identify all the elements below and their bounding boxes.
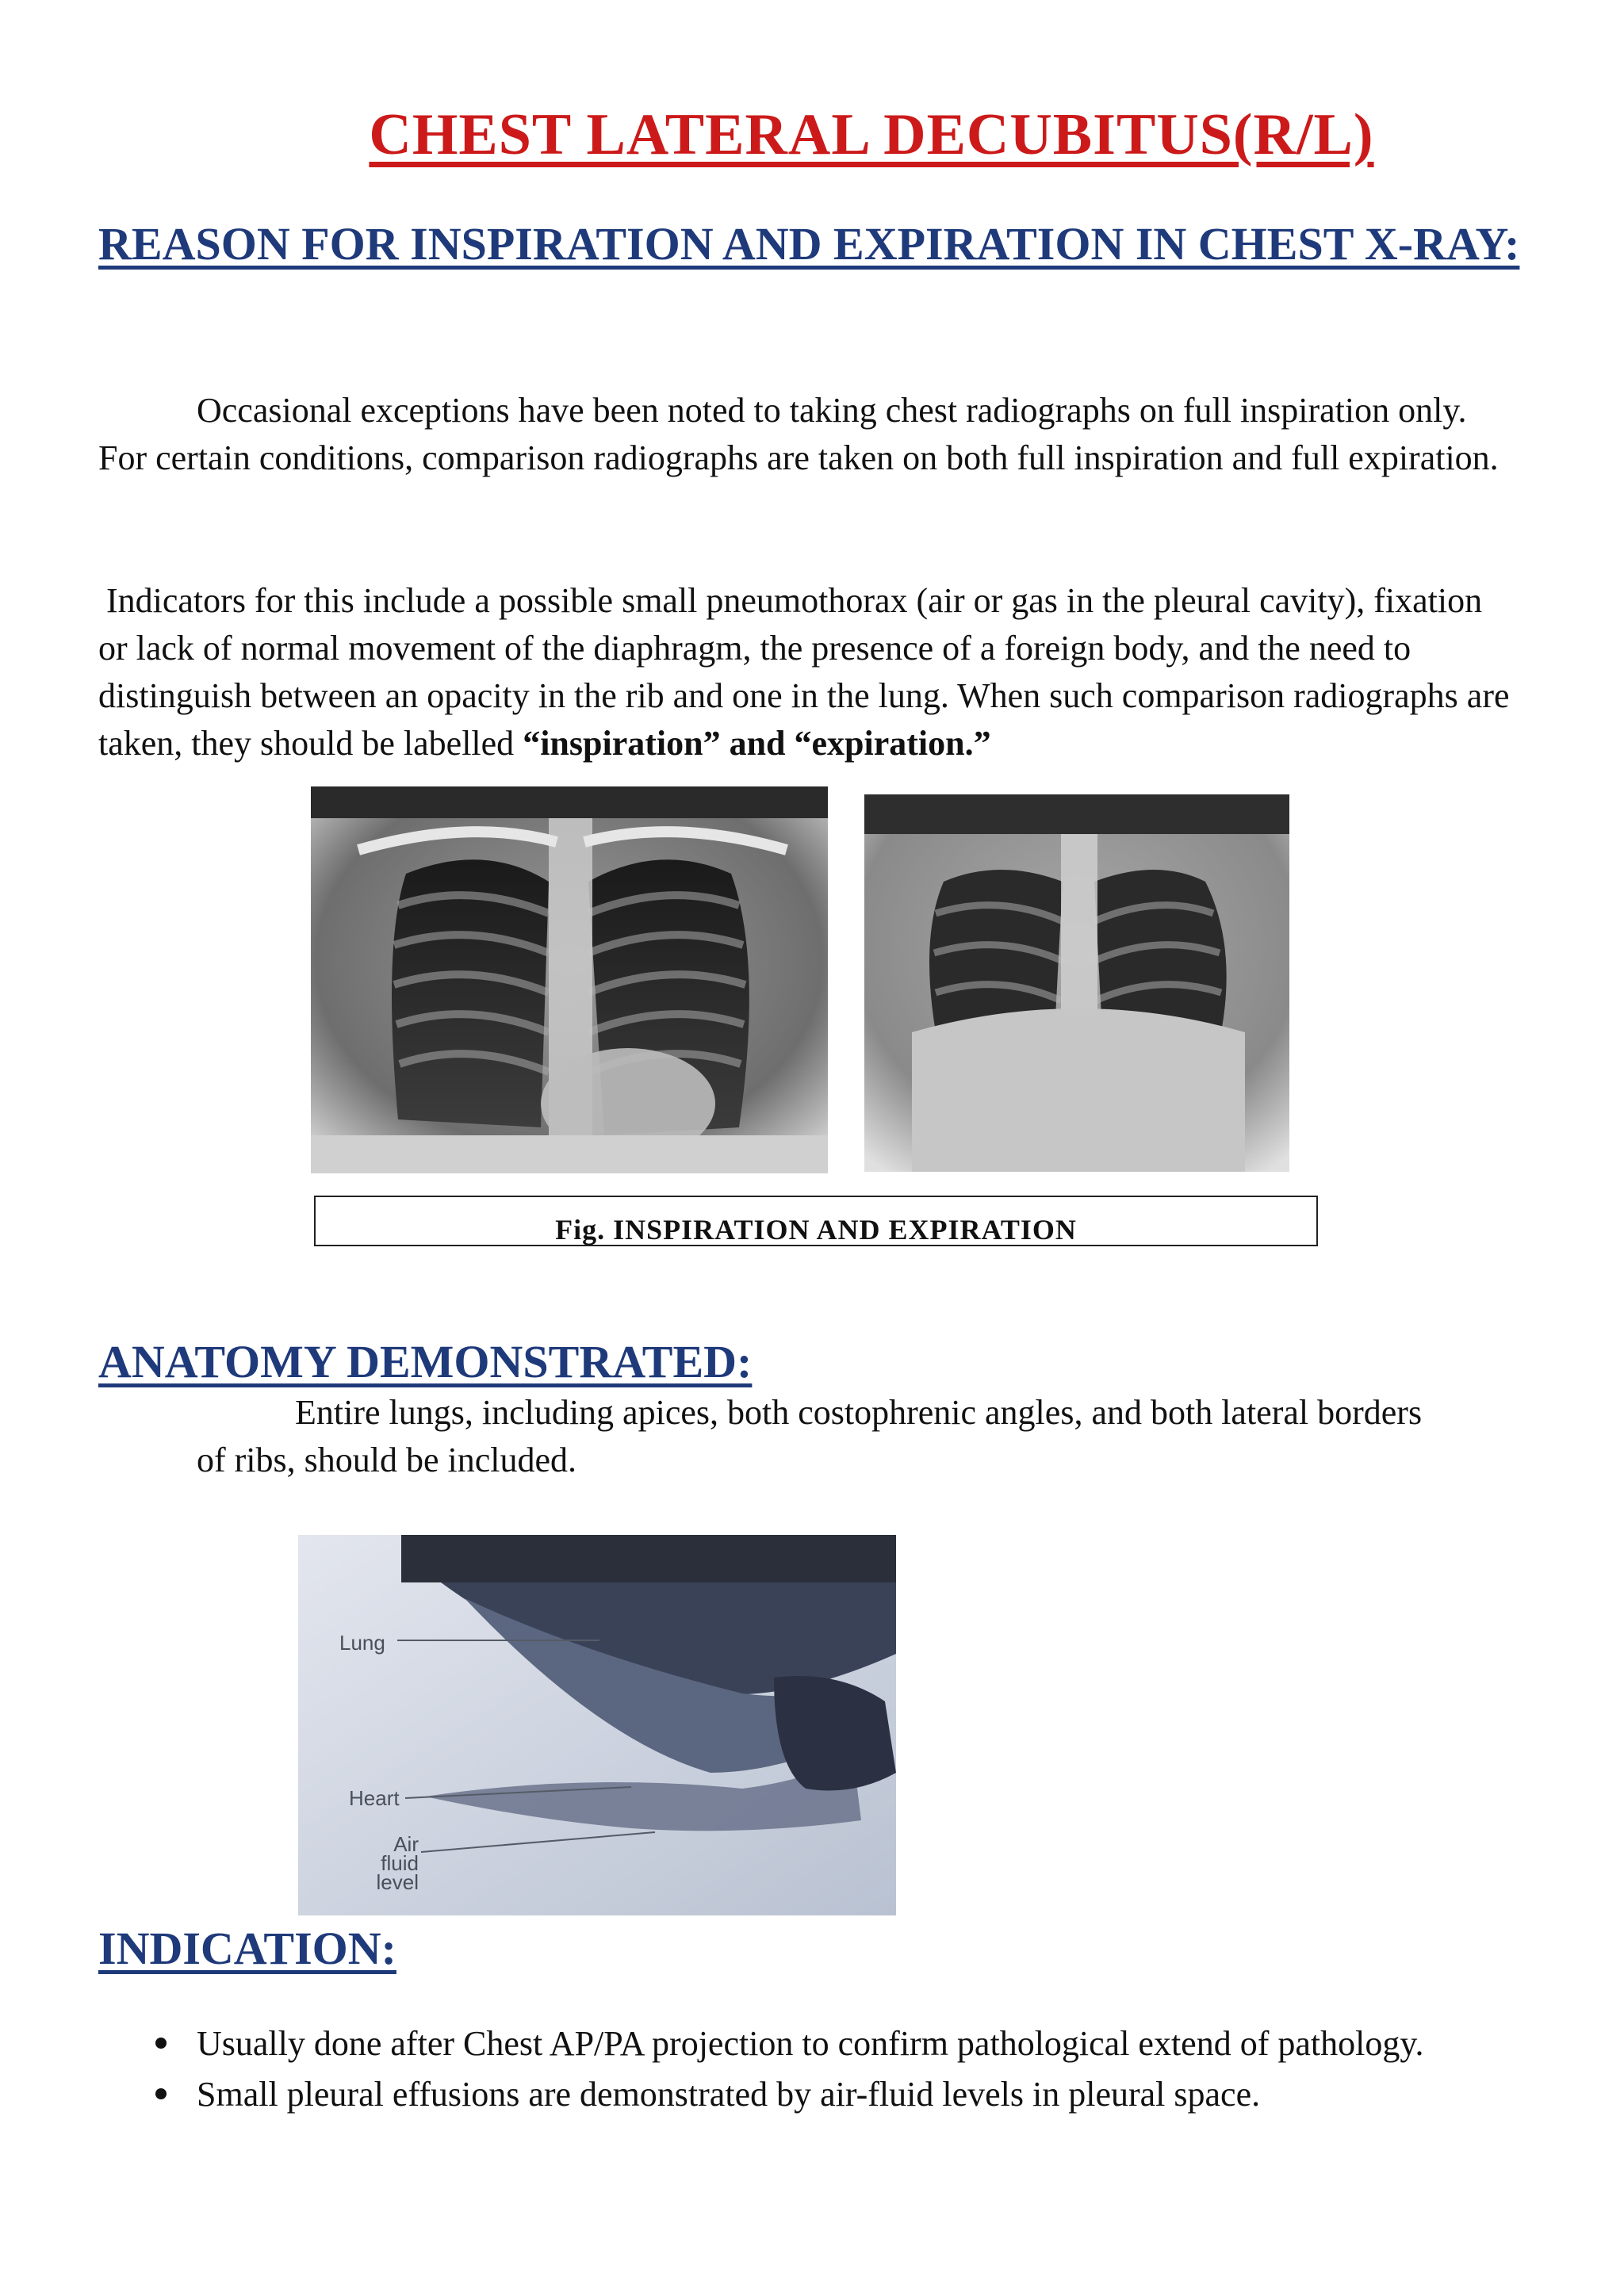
section-heading-indication: INDICATION: xyxy=(98,1923,396,1974)
paragraph-indicators xyxy=(98,577,1518,767)
label-heart: Heart xyxy=(349,1786,400,1810)
label-lung: Lung xyxy=(339,1631,385,1655)
list-item xyxy=(98,2020,1518,2068)
list-item-text: Small pleural effusions are demonstrated by air-fluid levels in pleural space. xyxy=(197,2075,1261,2114)
list-item-text: Usually done after Chest AP/PA projection to confirm pathological extend of pathology. xyxy=(197,2024,1424,2063)
paragraph-indicators-text: Indicators for this include a possible small pneumothorax (air or gas in the pleural cavity), fixation or lack of normal movement of the diaphragm, the presence of a foreign body, and the need to distinguish between an opacity in the rib and one in the lung. When such comparison radiographs are taken, they should be labelled xyxy=(98,581,1510,763)
xray-inspiration-image xyxy=(311,786,828,1173)
xray-expiration-image xyxy=(864,794,1289,1172)
bullet-icon xyxy=(155,2088,167,2099)
list-item xyxy=(98,2071,1518,2118)
bullet-icon xyxy=(155,2038,167,2049)
figure-caption-box xyxy=(314,1196,1318,1246)
label-air-fluid-level: Air fluid level xyxy=(376,1832,419,1894)
indication-list xyxy=(98,2020,1518,2122)
section-heading-anatomy: ANATOMY DEMONSTRATED: xyxy=(98,1336,753,1387)
paragraph-indicators-labels: “inspiration” and “expiration.” xyxy=(523,724,991,763)
lateral-decubitus-xray-image xyxy=(298,1535,896,1915)
section-heading-inspiration-expiration: REASON FOR INSPIRATION AND EXPIRATION IN CHEST X-RAY: xyxy=(98,218,1520,270)
figure-caption: Fig. INSPIRATION AND EXPIRATION xyxy=(555,1214,1077,1246)
page-title: CHEST LATERAL DECUBITUS(R/L) xyxy=(369,102,1374,167)
paragraph-inspiration-exceptions: Occasional exceptions have been noted to taking chest radiographs on full inspiration only. For certain conditions, comparison radiographs are taken on both full inspiration and full expiration. xyxy=(98,391,1499,477)
paragraph-anatomy: Entire lungs, including apices, both costophrenic angles, and both lateral borders of ribs, should be included. xyxy=(197,1393,1423,1479)
